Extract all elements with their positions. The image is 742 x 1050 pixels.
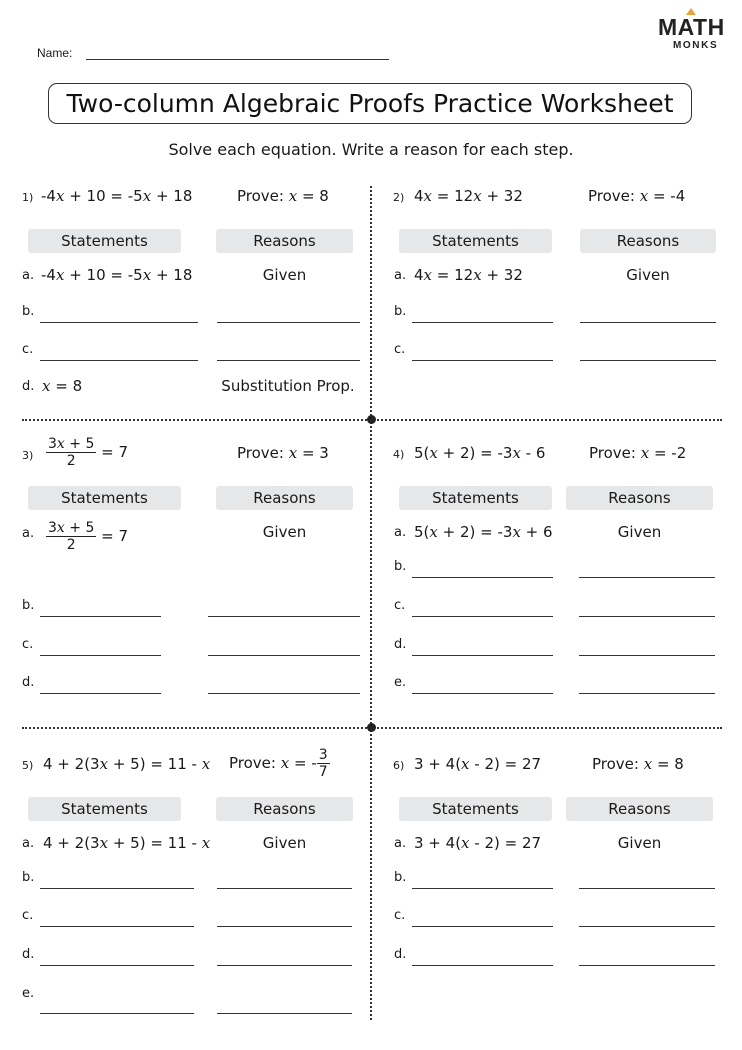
row-letter: d. (22, 675, 35, 690)
statement-blank[interactable] (412, 322, 553, 323)
row-letter: c. (394, 598, 406, 613)
instructions: Solve each equation. Write a reason for each step. (168, 140, 574, 159)
problem-number: 5) (22, 759, 34, 772)
statement-blank[interactable] (412, 616, 553, 617)
reason-blank[interactable] (579, 888, 715, 889)
row-letter: c. (22, 342, 34, 357)
reason-given: Given (617, 834, 662, 852)
problem-number: 4) (393, 448, 405, 461)
divider-dot-1 (367, 415, 376, 424)
problem-equation: 3 + 4(x - 2) = 27 (414, 755, 542, 773)
statement-blank[interactable] (40, 322, 198, 323)
fraction-numerator: 3 (318, 747, 328, 763)
row-letter: c. (394, 908, 406, 923)
problem-number: 2) (393, 191, 405, 204)
reason-conclusion: Substitution Prop. (221, 377, 355, 395)
prove-statement: Prove: x = 8 (237, 187, 329, 205)
row-letter: b. (394, 559, 407, 574)
statement-fraction (46, 520, 96, 553)
statement-given (46, 520, 128, 553)
statement-blank[interactable] (412, 577, 553, 578)
equation-rhs: = 7 (101, 443, 129, 461)
prove-prefix: Prove: x = - (229, 754, 317, 772)
reason-blank[interactable] (217, 926, 352, 927)
statement-blank[interactable] (412, 693, 553, 694)
statements-header: Statements (28, 797, 181, 821)
statement-blank[interactable] (412, 926, 553, 927)
row-letter: b. (22, 870, 35, 885)
problem-equation: 4x = 12x + 32 (414, 187, 523, 205)
statement-blank[interactable] (412, 965, 553, 966)
row-letter: a. (22, 526, 35, 541)
statement-blank[interactable] (412, 655, 553, 656)
prove-statement: Prove: x = -2 (589, 444, 687, 462)
statement-given: 3 + 4(x - 2) = 27 (414, 834, 542, 852)
reasons-header: Reasons (216, 797, 353, 821)
row-letter: b. (394, 870, 407, 885)
problem-equation: 4 + 2(3x + 5) = 11 - x (43, 755, 211, 773)
row-letter: d. (394, 947, 407, 962)
equation-fraction (46, 436, 96, 469)
row-letter: a. (394, 268, 407, 283)
reason-blank[interactable] (579, 577, 715, 578)
statement-blank[interactable] (40, 965, 194, 966)
problem-equation: -4x + 10 = -5x + 18 (41, 187, 193, 205)
row-letter: a. (394, 525, 407, 540)
row-letter: c. (22, 908, 34, 923)
reason-given: Given (262, 523, 307, 541)
problem-number: 3) (22, 449, 34, 462)
reason-blank[interactable] (217, 322, 360, 323)
statement-blank[interactable] (40, 888, 194, 889)
statement-blank[interactable] (40, 1013, 194, 1014)
row-letter: d. (394, 637, 407, 652)
prove-fraction (317, 747, 330, 780)
statement-blank[interactable] (40, 693, 161, 694)
reason-blank[interactable] (217, 965, 352, 966)
row-letter: e. (22, 986, 35, 1001)
problem-number: 6) (393, 759, 405, 772)
reason-given: Given (626, 266, 670, 284)
divider-dot-2 (367, 723, 376, 732)
row-letter: a. (22, 836, 35, 851)
row-letter: e. (394, 675, 407, 690)
name-label: Name: (37, 46, 73, 60)
statement-given: 4 + 2(3x + 5) = 11 - x (43, 834, 211, 852)
statement-conclusion: x = 8 (42, 377, 83, 395)
reason-given: Given (617, 523, 662, 541)
row-letter: d. (22, 379, 35, 394)
row-letter: b. (22, 304, 35, 319)
statement-blank[interactable] (412, 360, 553, 361)
statement-given: 5(x + 2) = -3x + 6 (414, 523, 553, 541)
fraction-denominator: 7 (318, 764, 328, 780)
reasons-header: Reasons (216, 486, 353, 510)
problem-equation: 5(x + 2) = -3x - 6 (414, 444, 546, 462)
fraction-numerator: 3x + 5 (48, 520, 95, 536)
reason-blank[interactable] (217, 1013, 352, 1014)
statement-blank[interactable] (40, 926, 194, 927)
reason-blank[interactable] (579, 693, 715, 694)
fraction-numerator: 3x + 5 (48, 436, 95, 452)
reason-blank[interactable] (217, 360, 360, 361)
row-letter: b. (394, 304, 407, 319)
logo-monks: MONKS (673, 40, 719, 51)
reason-blank[interactable] (580, 322, 716, 323)
prove-statement: Prove: x = 3 (237, 444, 329, 462)
statements-header: Statements (28, 229, 181, 253)
reasons-header: Reasons (566, 486, 713, 510)
statement-given: -4x + 10 = -5x + 18 (41, 266, 193, 284)
reason-blank[interactable] (579, 965, 715, 966)
reason-blank[interactable] (579, 655, 715, 656)
worksheet-title: Two-column Algebraic Proofs Practice Worksheet (48, 83, 692, 124)
statements-header: Statements (399, 486, 552, 510)
vertical-divider (370, 186, 372, 1020)
statements-header: Statements (28, 486, 181, 510)
logo-math: MATH (658, 14, 725, 40)
row-letter: a. (394, 836, 407, 851)
reason-blank[interactable] (208, 655, 360, 656)
row-letter: b. (22, 598, 35, 613)
fraction-denominator: 2 (66, 537, 76, 553)
reason-given: Given (262, 266, 307, 284)
row-letter: d. (22, 947, 35, 962)
reasons-header: Reasons (216, 229, 353, 253)
statement-blank[interactable] (40, 616, 161, 617)
statement-blank[interactable] (40, 655, 161, 656)
fraction-denominator: 2 (66, 453, 76, 469)
prove-statement: Prove: x = -4 (588, 187, 686, 205)
statement-given: 4x = 12x + 32 (414, 266, 523, 284)
row-letter: c. (394, 342, 406, 357)
statements-header: Statements (399, 229, 552, 253)
reasons-header: Reasons (580, 229, 716, 253)
problem-equation (46, 436, 128, 469)
row-letter: c. (22, 637, 34, 652)
reason-given: Given (262, 834, 307, 852)
row-letter: a. (22, 268, 35, 283)
name-input-line[interactable] (86, 59, 389, 60)
statements-header: Statements (399, 797, 552, 821)
reason-blank[interactable] (579, 926, 715, 927)
prove-statement: Prove: x = 8 (592, 755, 684, 773)
statement-rhs: = 7 (101, 527, 129, 545)
reason-blank[interactable] (208, 616, 360, 617)
statement-blank[interactable] (412, 888, 553, 889)
reason-blank[interactable] (580, 360, 716, 361)
reasons-header: Reasons (566, 797, 713, 821)
prove-statement (229, 747, 330, 780)
statement-blank[interactable] (40, 360, 198, 361)
reason-blank[interactable] (217, 888, 352, 889)
problem-number: 1) (22, 191, 34, 204)
reason-blank[interactable] (579, 616, 715, 617)
reason-blank[interactable] (208, 693, 360, 694)
